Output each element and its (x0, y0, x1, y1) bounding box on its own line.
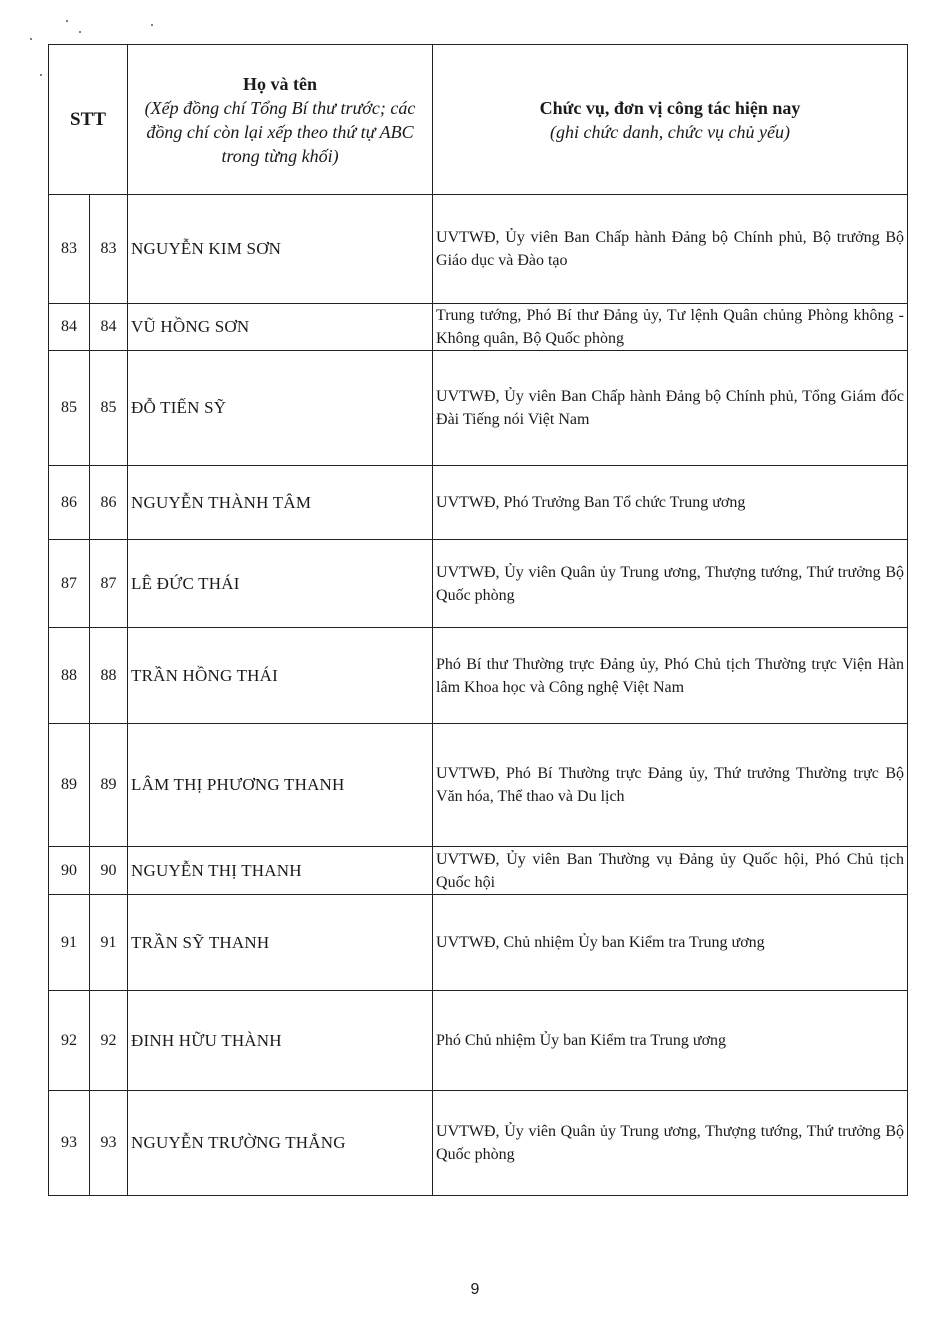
row-stt-sub: 83 (90, 195, 128, 304)
row-name: LÂM THỊ PHƯƠNG THANH (128, 724, 433, 847)
header-name-note: (Xếp đồng chí Tổng Bí thư trước; các đồng chí còn lại xếp theo thứ tự ABC trong từng khối) (144, 97, 416, 166)
row-stt-sub: 90 (90, 847, 128, 895)
row-name: NGUYỄN THÀNH TÂM (128, 466, 433, 540)
row-stt: 90 (49, 847, 90, 895)
row-position: UVTWĐ, Phó Bí Thường trực Đảng ủy, Thứ trưởng Thường trực Bộ Văn hóa, Thể thao và Du lịch (433, 724, 908, 847)
row-position: Phó Chủ nhiệm Ủy ban Kiểm tra Trung ương (433, 991, 908, 1091)
table-row (49, 724, 908, 847)
table-row (49, 847, 908, 895)
row-stt: 86 (49, 466, 90, 540)
row-name: VŨ HỒNG SƠN (128, 304, 433, 351)
table-row (49, 540, 908, 628)
row-name: LÊ ĐỨC THÁI (128, 540, 433, 628)
row-stt-sub: 84 (90, 304, 128, 351)
table-row (49, 1091, 908, 1196)
table-row (49, 991, 908, 1091)
row-stt: 83 (49, 195, 90, 304)
row-position: UVTWĐ, Ủy viên Quân ủy Trung ương, Thượng tướng, Thứ trưởng Bộ Quốc phòng (433, 540, 908, 628)
row-position: UVTWĐ, Ủy viên Ban Thường vụ Đảng ủy Quốc hội, Phó Chủ tịch Quốc hội (433, 847, 908, 895)
row-stt-sub: 93 (90, 1091, 128, 1196)
row-name: NGUYỄN THỊ THANH (128, 847, 433, 895)
header-stt: STT (49, 45, 128, 195)
row-stt-sub: 87 (90, 540, 128, 628)
row-position: UVTWĐ, Ủy viên Quân ủy Trung ương, Thượng tướng, Thứ trưởng Bộ Quốc phòng (433, 1091, 908, 1196)
row-position: UVTWĐ, Chủ nhiệm Ủy ban Kiểm tra Trung ương (433, 895, 908, 991)
table-row (49, 466, 908, 540)
row-name: ĐỖ TIẾN SỸ (128, 351, 433, 466)
row-name: ĐINH HỮU THÀNH (128, 991, 433, 1091)
row-position: UVTWĐ, Ủy viên Ban Chấp hành Đảng bộ Chính phủ, Tổng Giám đốc Đài Tiếng nói Việt Nam (433, 351, 908, 466)
row-stt-sub: 92 (90, 991, 128, 1091)
row-stt: 85 (49, 351, 90, 466)
header-position (433, 45, 908, 195)
row-name: TRẦN SỸ THANH (128, 895, 433, 991)
header-name (128, 45, 433, 195)
row-position: UVTWĐ, Phó Trưởng Ban Tổ chức Trung ương (433, 466, 908, 540)
row-stt: 93 (49, 1091, 90, 1196)
row-stt-sub: 85 (90, 351, 128, 466)
table-row (49, 351, 908, 466)
row-stt-sub: 86 (90, 466, 128, 540)
table-row (49, 195, 908, 304)
row-name: NGUYỄN KIM SƠN (128, 195, 433, 304)
row-name: TRẦN HỒNG THÁI (128, 628, 433, 724)
row-stt-sub: 91 (90, 895, 128, 991)
row-name: NGUYỄN TRƯỜNG THẮNG (128, 1091, 433, 1196)
table-row (49, 895, 908, 991)
header-position-title: Chức vụ, đơn vị công tác hiện nay (539, 97, 801, 118)
row-stt-sub: 88 (90, 628, 128, 724)
row-position: UVTWĐ, Ủy viên Ban Chấp hành Đảng bộ Chính phủ, Bộ trưởng Bộ Giáo dục và Đào tạo (433, 195, 908, 304)
row-stt: 89 (49, 724, 90, 847)
row-stt: 91 (49, 895, 90, 991)
row-position: Phó Bí thư Thường trực Đảng ủy, Phó Chủ tịch Thường trực Viện Hàn lâm Khoa học và Công nghệ Việt Nam (433, 628, 908, 724)
row-stt: 84 (49, 304, 90, 351)
header-position-note: (ghi chức danh, chức vụ chủ yếu) (549, 121, 791, 142)
row-position: Trung tướng, Phó Bí thư Đảng ủy, Tư lệnh Quân chủng Phòng không - Không quân, Bộ Quốc phòng (433, 304, 908, 351)
row-stt: 92 (49, 991, 90, 1091)
officials-table (48, 44, 908, 1196)
table-row (49, 628, 908, 724)
row-stt: 88 (49, 628, 90, 724)
row-stt-sub: 89 (90, 724, 128, 847)
header-name-title: Họ và tên (243, 73, 318, 94)
page-number: 9 (470, 1281, 480, 1298)
table-row (49, 304, 908, 351)
row-stt: 87 (49, 540, 90, 628)
table-header-row (49, 45, 908, 195)
